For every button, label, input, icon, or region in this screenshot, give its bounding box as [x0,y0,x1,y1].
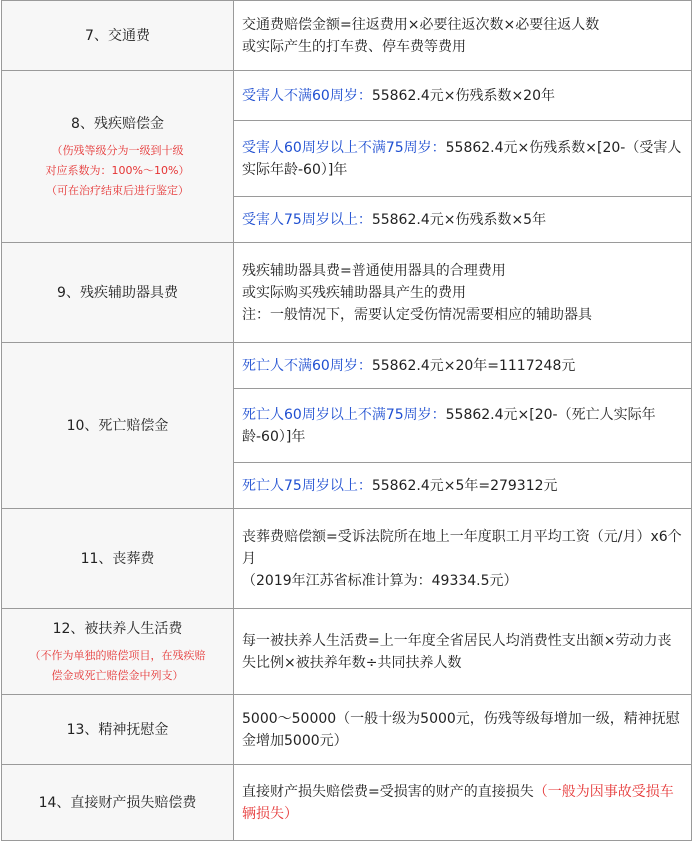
row-note: （不作为单独的赔偿项目，在残疾赔 [29,648,206,662]
row-note: （一般为因事故受损车辆损失） [242,783,674,822]
row-label-death [2,343,234,509]
condition-label: 死亡人60周岁以上不满75周岁： [242,406,446,423]
row-content-property [234,765,692,841]
row-label-text: 14、直接财产损失赔偿费 [38,794,197,811]
content-line: （2019年江苏省标准计算为：49334.5元） [242,572,518,589]
formula-text: 55862.4元×5年=279312元 [371,477,558,494]
table-row [2,695,692,765]
row-label-text: 13、精神抚慰金 [66,721,169,738]
row-label-transport [2,1,234,71]
formula-text: 每一被扶养人生活费=上一年度全省居民人均消费性支出额×劳动力丧失比例×被扶养年数÷共同扶养人数 [242,632,672,671]
row-label-text: 8、残疾赔偿金 [71,115,164,132]
row-content-emotional [234,695,692,765]
row-note: 偿金或死亡赔偿金中列支） [51,668,184,682]
content-line: 或实际购买残疾辅助器具产生的费用 [242,284,466,301]
formula-text: 5000～50000（一般十级为5000元，伤残等级每增加一级，精神抚慰金增加5000元） [242,710,680,749]
row-note: 对应系数为：100%～10%） [45,163,190,177]
row-label-emotional [2,695,234,765]
row-label-text: 9、残疾辅助器具费 [57,284,178,301]
row-label-text: 11、丧葬费 [80,550,155,567]
row-content-assistive-devices [234,243,692,343]
row-content-transport [234,1,692,71]
formula-text: 55862.4元×伤残系数×5年 [371,211,547,228]
content-line: 交通费赔偿金额=往返费用×必要往返次数×必要往返人数 [242,16,600,33]
row-note: （伤残等级分为一级到十级 [51,143,184,157]
content-line: 残疾辅助器具费=普通使用器具的合理费用 [242,262,506,279]
condition-label: 受害人75周岁以上： [242,211,372,228]
formula-text: 直接财产损失赔偿费=受损害的财产的直接损失 [242,783,534,800]
content-line: 丧葬费赔偿额=受诉法院所在地上一年度职工月平均工资（元/月）x6个月 [242,528,682,567]
content-line: 注：一般情况下，需要认定受伤情况需要相应的辅助器具 [242,306,592,323]
row-content-death-under60 [234,343,692,389]
row-label-property [2,765,234,841]
formula-text: 55862.4元×20年=1117248元 [371,357,576,374]
content-line: 或实际产生的打车费、停车费等费用 [242,38,466,55]
table-row [2,509,692,609]
table-row [2,243,692,343]
row-content-dependents [234,609,692,695]
formula-text: 55862.4元×伤残系数×[20-（受害人实际年龄-60）]年 [242,139,682,178]
row-label-text: 10、死亡赔偿金 [66,417,169,434]
formula-text: 55862.4元×伤残系数×20年 [371,87,555,104]
row-label-funeral [2,509,234,609]
table-row [2,609,692,695]
row-label-dependents [2,609,234,695]
table-row [2,1,692,71]
condition-label: 受害人60周岁以上不满75周岁： [242,139,446,156]
condition-label: 死亡人75周岁以上： [242,477,372,494]
table-row [2,765,692,841]
row-note: （可在治疗结束后进行鉴定） [46,183,189,197]
row-label-disability [2,71,234,243]
table-row [2,343,692,389]
row-content-disability-under60 [234,71,692,121]
formula-text: 55862.4元×[20-（死亡人实际年龄-60）]年 [242,406,656,445]
row-content-death-over75 [234,463,692,509]
condition-label: 死亡人不满60周岁： [242,357,372,374]
row-label-text: 7、交通费 [85,27,150,44]
row-content-disability-over75 [234,197,692,243]
row-label-assistive-devices [2,243,234,343]
condition-label: 受害人不满60周岁： [242,87,372,104]
row-content-disability-60to75 [234,121,692,197]
row-content-funeral [234,509,692,609]
row-content-death-60to75 [234,389,692,463]
row-label-text: 12、被扶养人生活费 [52,620,183,637]
compensation-table [1,0,692,841]
table-row [2,71,692,121]
